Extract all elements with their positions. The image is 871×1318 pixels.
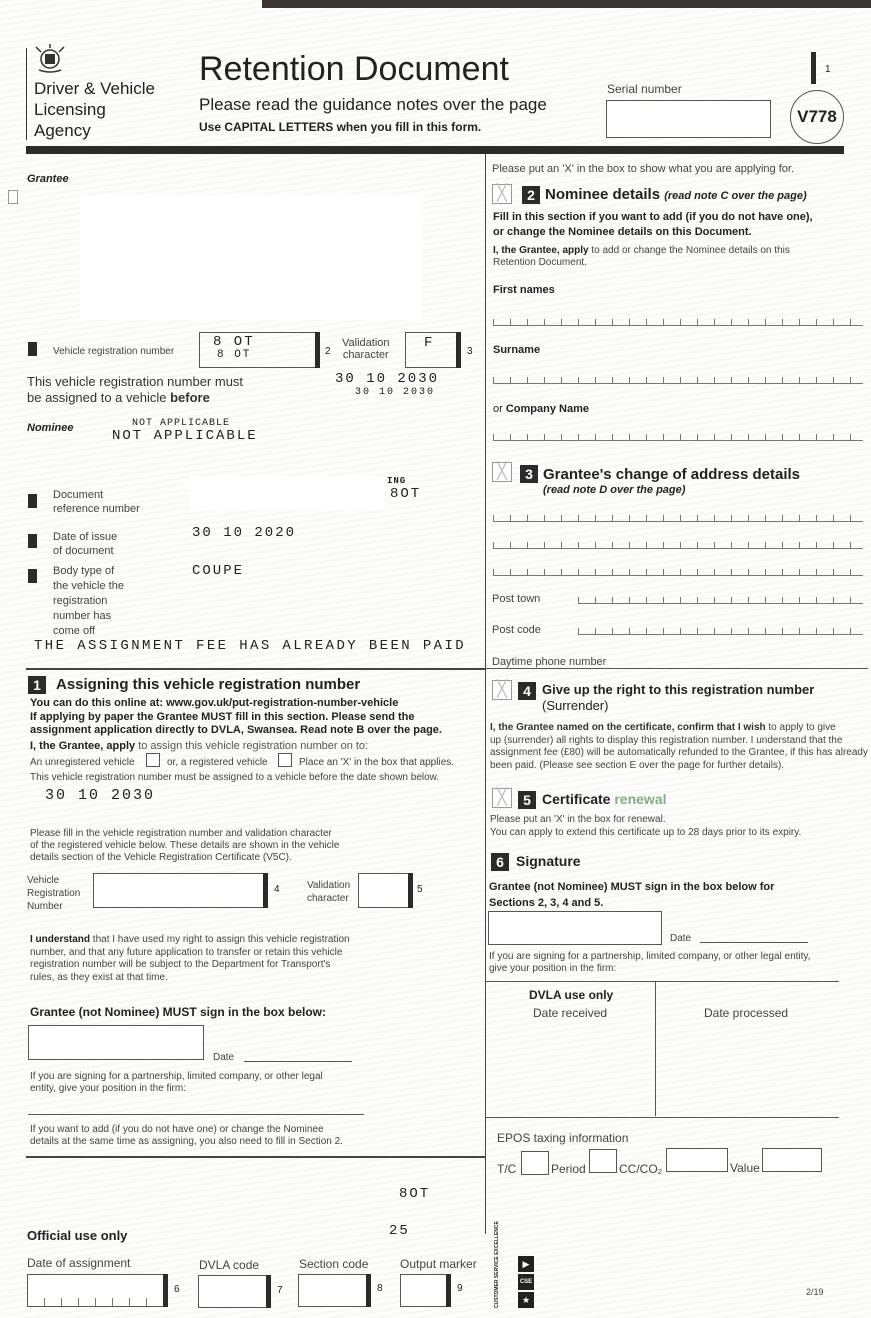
date-processed: Date processed	[704, 1006, 789, 1020]
new-validation-input[interactable]	[358, 873, 410, 908]
section4-text: I, the Grantee named on the certificate, confirm that I wish to apply to give up (surrender) all rights to display this registration number. I understand that the assignment fee (£80) will be automatically refunded to the Grantee, if this has already been paid. (Please see section E over the page for further details).	[490, 722, 868, 771]
docref-value: 8OT	[390, 486, 422, 502]
section2-apply: I, the Grantee, apply to add or change the Nominee details on this Retention Document.	[493, 245, 790, 268]
post-town-input[interactable]	[578, 592, 863, 604]
section6-date-label: Date	[670, 933, 692, 944]
section2-checkbox[interactable]: ╳	[492, 184, 512, 204]
section-code-number: 8	[377, 1283, 383, 1294]
section5-checkbox[interactable]: ╳	[492, 788, 512, 808]
new-vrn-tab	[263, 873, 268, 908]
unregistered-checkbox[interactable]	[146, 753, 160, 767]
dvla-use-only: DVLA use only	[529, 988, 614, 1002]
fill-in-instruction: Please fill in the vehicle registration number and validation character of the registered vehicle below. These details are shown in the vehicle details section of the Vehicle Registration Certificate (V5C).	[30, 828, 340, 863]
body-type-value: COUPE	[192, 563, 245, 579]
validation-tab	[456, 332, 461, 368]
section1-nominee-note: If you want to add (if you do not have one) or change the Nominee details at the same time as assigning, you also need to fill in Section 2.	[30, 1124, 343, 1147]
section1-bottom-rule	[26, 1156, 485, 1158]
first-names-input[interactable]	[493, 314, 863, 326]
dvla-code-tab	[266, 1275, 271, 1308]
dvla-code-input[interactable]	[198, 1275, 270, 1308]
period-input[interactable]	[589, 1149, 617, 1173]
section6-title: Signature	[516, 853, 581, 869]
vrn-box: 8 OT 8 OT	[199, 332, 319, 368]
section1-number: 1	[28, 676, 46, 694]
section1-sign-label: Grantee (not Nominee) MUST sign in the box below:	[30, 1005, 327, 1019]
company-name-label: or Company Name	[493, 403, 589, 415]
period-label: Period	[551, 1162, 586, 1176]
unregistered-label: An unregistered vehicle	[30, 757, 135, 768]
date-received: Date received	[533, 1006, 608, 1020]
section1-apply: I, the Grantee, apply to assign this vehicle registration number on to:	[30, 740, 369, 752]
validation-box: F	[405, 332, 457, 368]
page-subtitle: Please read the guidance notes over the page	[199, 95, 547, 114]
issue-date-label: Date of issue of document	[53, 531, 118, 557]
section1-paper: If applying by paper the Grantee MUST fill in this section. Please send the assignment application directly to DVLA, Swansea. Read note B over the page.	[30, 711, 442, 736]
section4-checkbox[interactable]: ╳	[492, 680, 512, 700]
header-rule	[26, 146, 844, 154]
section2-number: 2	[522, 186, 540, 204]
new-validation-tab	[408, 873, 413, 908]
section6-date-line[interactable]	[700, 942, 808, 943]
official-use-only: Official use only	[27, 1228, 128, 1243]
header-divider	[26, 48, 27, 140]
top-scan-edge	[262, 0, 871, 8]
section-code-label: Section code	[299, 1257, 369, 1271]
footer-code: 8OT	[399, 1186, 431, 1202]
section1-top-rule	[26, 668, 485, 670]
address-line2-input[interactable]	[493, 537, 863, 549]
serial-number-field[interactable]	[606, 100, 771, 138]
dvla-box-divider	[655, 981, 656, 1116]
understand-text: I understand that I have used my right to assign this vehicle registration number, and that any future application to transfer or retain this vehicle registration number will be subject to the Department for Transport's rules, as they exist at that time.	[30, 934, 350, 983]
registered-label: or, a registered vehicle	[167, 757, 268, 768]
dvla-code-label: DVLA code	[199, 1258, 260, 1272]
docref-redacted	[190, 476, 385, 510]
form-code-badge: V778	[790, 90, 844, 144]
column-divider	[485, 154, 486, 1234]
section6-signature-box[interactable]	[488, 911, 662, 945]
output-marker-tab	[446, 1274, 451, 1307]
section6-text: Grantee (not Nominee) MUST sign in the box below for Sections 2, 3, 4 and 5.	[489, 881, 775, 909]
vrn-tab	[315, 332, 320, 368]
cc-label: CC/CO₂	[619, 1162, 663, 1176]
cse-text: CUSTOMER SERVICE EXCELLENCE	[494, 1221, 500, 1308]
date-assignment-label: Date of assignment	[27, 1256, 131, 1270]
section5-title: Certificate renewal	[542, 791, 667, 807]
page-number: 1	[825, 64, 831, 75]
section6-number: 6	[491, 853, 509, 871]
section1-date-label: Date	[213, 1052, 235, 1063]
form-version: 2/19	[806, 1287, 824, 1297]
section4-title: Give up the right to this registration number (Surrender)	[542, 682, 815, 713]
issue-date-value: 30 10 2020	[192, 525, 297, 541]
nominee-value-small: NOT APPLICABLE	[132, 418, 231, 429]
epos-label: EPOS taxing information	[497, 1131, 629, 1145]
phone-label: Daytime phone number	[492, 656, 607, 668]
place-x-instruction: Place an 'X' in the box that applies.	[299, 757, 455, 768]
docref-value-small: ING	[387, 476, 407, 486]
phone-line[interactable]	[485, 668, 868, 669]
section1-signature-box[interactable]	[28, 1025, 204, 1060]
vrn-marker	[28, 342, 37, 356]
new-vrn-number: 4	[274, 884, 280, 895]
section1-partnership: If you are signing for a partnership, limited company, or other legal entity, give your position in the firm:	[30, 1071, 323, 1094]
body-type-label: Body type of the vehicle the registration number has come off	[53, 565, 124, 637]
section4-number: 4	[518, 682, 536, 700]
cse-logo-icon: ▶ CSE ★	[518, 1256, 534, 1308]
first-names-label: First names	[493, 284, 555, 296]
dvla-box-bottom	[485, 1117, 839, 1118]
section5-text: Please put an 'X' in the box for renewal. You can apply to extend this certificate up to 28 days prior to its expiry.	[490, 814, 802, 838]
section1-position-line[interactable]	[28, 1114, 364, 1115]
nominee-label: Nominee	[27, 422, 74, 434]
issue-marker	[28, 534, 37, 548]
new-vrn-label: Vehicle Registration Number	[27, 875, 81, 912]
date-assignment-tab	[163, 1274, 168, 1307]
grantee-address-redacted	[80, 195, 422, 320]
page-marker	[811, 52, 816, 84]
section3-checkbox[interactable]: ╳	[492, 462, 512, 482]
section3-note: (read note D over the page)	[543, 484, 686, 496]
new-vrn-input[interactable]	[93, 873, 265, 908]
validation-label: Validation character	[342, 337, 390, 361]
page-title: Retention Document	[199, 50, 509, 88]
date-assignment-input[interactable]	[27, 1274, 167, 1307]
vrn-label: Vehicle registration number	[53, 346, 175, 357]
section-code-input[interactable]	[298, 1274, 370, 1307]
cc-input[interactable]	[666, 1148, 728, 1172]
tc-label: T/C	[497, 1162, 517, 1176]
assign-before-text: This vehicle registration number must be assigned to a vehicle before	[27, 374, 244, 405]
section1-title: Assigning this vehicle registration number	[56, 676, 361, 693]
body-type-marker	[28, 569, 37, 583]
section1-date-line[interactable]	[244, 1061, 352, 1062]
must-assign-text: This vehicle registration number must be assigned to a vehicle before the date shown below.	[30, 772, 440, 783]
post-town-label: Post town	[492, 593, 541, 605]
section3-title: Grantee's change of address details	[543, 466, 800, 483]
docref-marker	[28, 494, 37, 508]
date-assignment-number: 6	[174, 1284, 180, 1295]
nominee-value: NOT APPLICABLE	[112, 428, 258, 444]
fee-paid-notice: THE ASSIGNMENT FEE HAS ALREADY BEEN PAID	[34, 638, 467, 654]
grantee-label: Grantee	[27, 173, 69, 185]
assign-before-date-small: 30 10 2030	[355, 387, 436, 398]
crest-icon	[33, 44, 67, 74]
serial-number-label: Serial number	[607, 82, 682, 96]
address-line3-input[interactable]	[493, 564, 863, 576]
assign-before-date: 30 10 2030	[335, 371, 440, 387]
section-code-tab	[366, 1274, 371, 1307]
section1-online: You can do this online at: www.gov.uk/put-registration-number-vehicle	[30, 697, 399, 709]
new-validation-label: Validation character	[307, 880, 351, 904]
agency-name: Driver & Vehicle Licensing Agency	[34, 79, 155, 140]
output-marker-number: 9	[457, 1283, 463, 1294]
section2-fill: Fill in this section if you want to add (if you do not have one), or change the Nominee details on this Document.	[493, 211, 813, 238]
post-code-label: Post code	[492, 624, 541, 636]
vrn-field-number: 2	[325, 346, 331, 357]
put-x-instruction: Please put an 'X' in the box to show what you are applying for.	[492, 163, 795, 175]
validation-field-number: 3	[467, 346, 473, 357]
section1-date: 30 10 2030	[45, 787, 156, 804]
section2-title: Nominee details (read note C over the page)	[545, 186, 807, 203]
value-label: Value	[730, 1161, 760, 1175]
address-line1-input[interactable]	[493, 510, 863, 522]
grantee-marker	[8, 190, 18, 204]
surname-input[interactable]	[493, 372, 863, 384]
new-validation-number: 5	[417, 884, 423, 895]
section6-partner: If you are signing for a partnership, limited company, or other legal entity, give your position in the firm:	[489, 951, 811, 974]
registered-checkbox[interactable]	[278, 753, 292, 767]
dvla-box-top	[485, 981, 839, 982]
section3-number: 3	[520, 465, 538, 483]
output-marker-input[interactable]	[400, 1274, 450, 1307]
tc-input[interactable]	[521, 1151, 549, 1175]
company-name-input[interactable]	[493, 429, 863, 441]
footer-code-number: 25	[389, 1223, 410, 1239]
docref-label: Document reference number	[53, 489, 140, 515]
section5-number: 5	[518, 791, 536, 809]
surname-label: Surname	[493, 344, 541, 356]
capital-letters-instruction: Use CAPITAL LETTERS when you fill in this form.	[199, 120, 482, 134]
dvla-code-number: 7	[277, 1285, 283, 1296]
post-code-input[interactable]	[578, 623, 863, 635]
output-marker-label: Output marker	[400, 1257, 477, 1271]
value-input[interactable]	[762, 1148, 822, 1172]
